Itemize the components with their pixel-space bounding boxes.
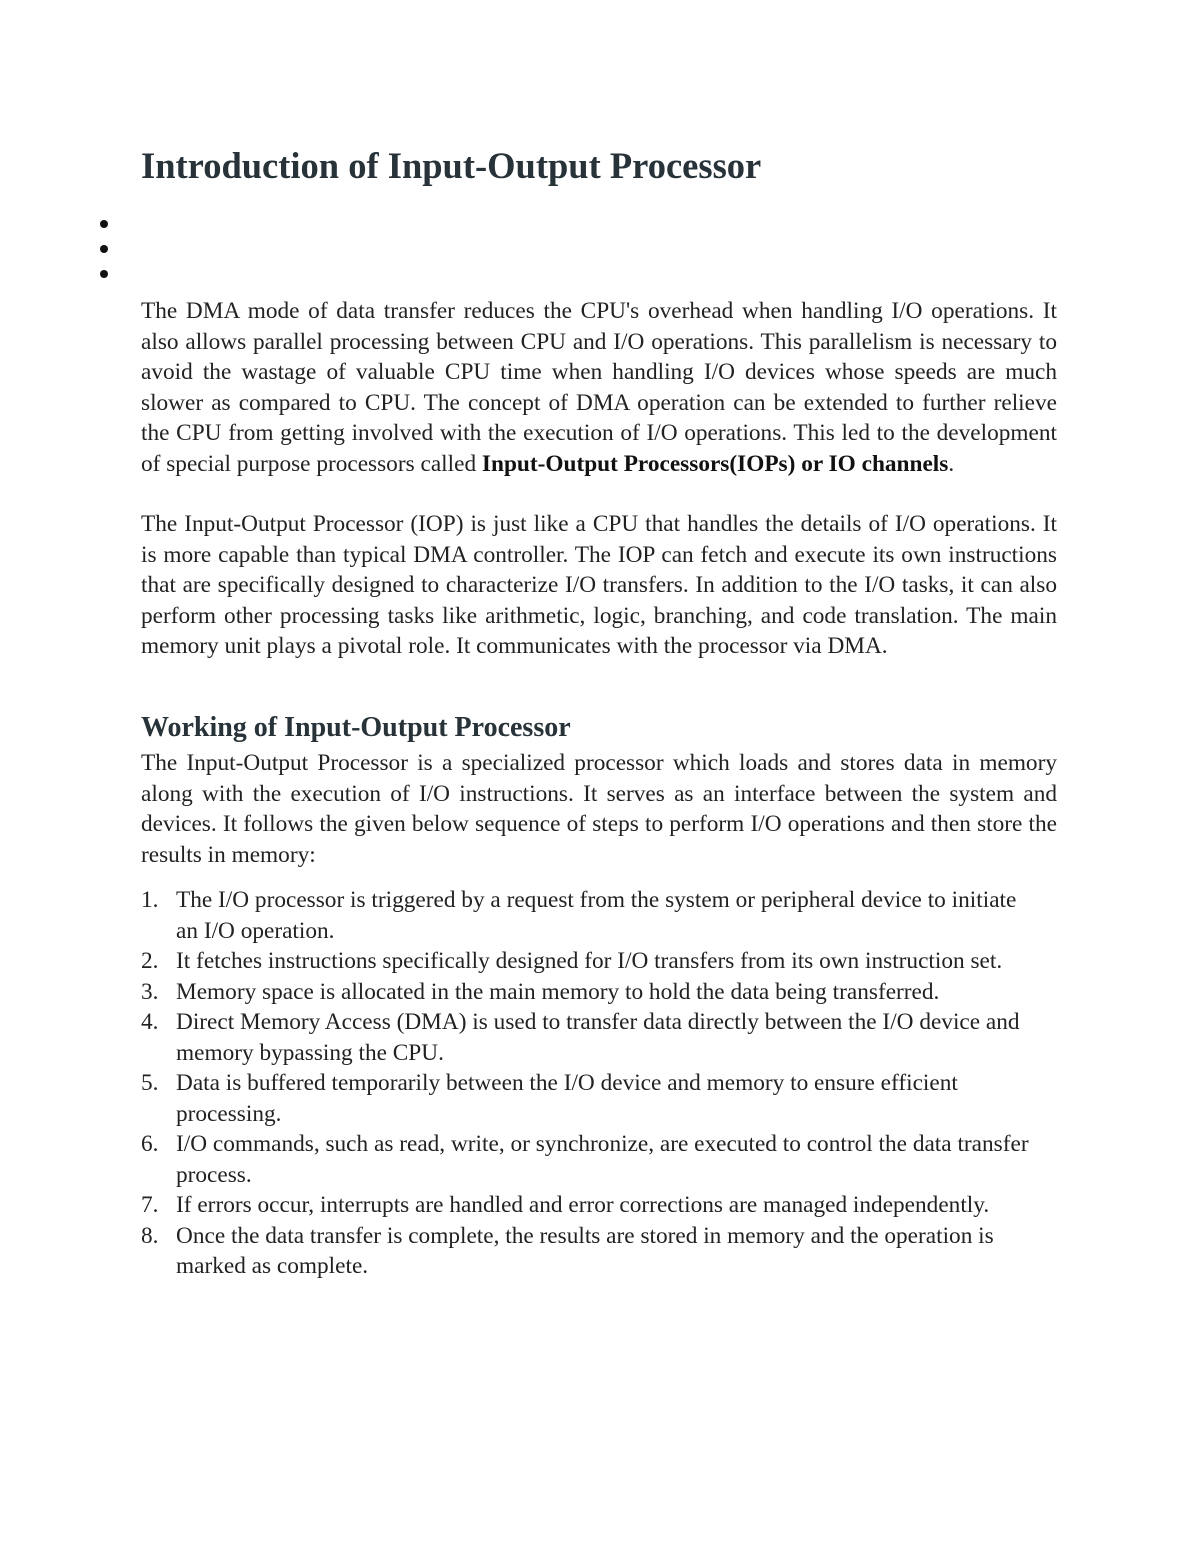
intro-paragraph-end: . [948, 450, 955, 477]
step-text: I/O commands, such as read, write, or synchronize, are executed to control the data transfer process. [176, 1131, 1029, 1188]
list-item [141, 1129, 1041, 1190]
step-number: 3. [141, 978, 159, 1005]
bullet-dot-icon [100, 220, 108, 228]
step-number: 6. [141, 1131, 159, 1157]
step-text: Once the data transfer is complete, the results are stored in memory and the operation is marked as complete. [176, 1222, 994, 1279]
intro-paragraph-text: The DMA mode of data transfer reduces the CPU's overhead when handling I/O operations. It also allows parallel processing between CPU and I/O operations. This parallelism is necessary to avoid the wastage of valuable CPU time when handling I/O devices whose speeds are much slower as compared to CPU. The concept of DMA operation can be extended to further relieve the CPU from getting involved with the execution of I/O operations. This led to the development of special purpose processors called [141, 298, 1057, 477]
steps-list [141, 885, 1041, 1282]
iop-description-paragraph: The Input-Output Processor (IOP) is just like a CPU that handles the details of I/O operations. It is more capable than typical DMA controller. The IOP can fetch and execute its own instructions that are specifically designed to characterize I/O transfers. In addition to the I/O tasks, it can also perform other processing tasks like arithmetic, logic, branching, and code translation. The main memory unit plays a pivotal role. It communicates with the processor via DMA. [141, 511, 1057, 659]
list-item [141, 1190, 1041, 1221]
step-text: Data is buffered temporarily between the I/O device and memory to ensure efficient processing. [176, 1070, 958, 1127]
step-number: 5. [141, 1070, 159, 1096]
step-text: Memory space is allocated in the main memory to hold the data being transferred. [176, 978, 940, 1005]
section-heading: Working of Input-Output Processor [141, 712, 571, 743]
step-number: 2. [141, 948, 159, 974]
step-text: Direct Memory Access (DMA) is used to transfer data directly between the I/O device and memory bypassing the CPU. [176, 1009, 1020, 1066]
page-title: Introduction of Input-Output Processor [141, 145, 762, 186]
step-number: 7. [141, 1192, 159, 1218]
step-number: 4. [141, 1009, 159, 1035]
step-number: 8. [141, 1222, 159, 1249]
bullet-dot-icon [100, 270, 108, 278]
list-item [141, 885, 1041, 946]
list-item [141, 1221, 1041, 1282]
intro-paragraph-bold-term: Input-Output Processors(IOPs) or IO channels [481, 450, 949, 477]
bullet-dot-icon [100, 245, 108, 253]
list-item [141, 977, 1041, 1008]
step-text: It fetches instructions specifically designed for I/O transfers from its own instruction set. [176, 948, 1003, 974]
intro-paragraph [141, 296, 1057, 479]
list-item [141, 946, 1041, 977]
step-number: 1. [141, 887, 159, 913]
step-text: The I/O processor is triggered by a request from the system or peripheral device to initiate an I/O operation. [176, 887, 1017, 944]
list-item [141, 1007, 1041, 1068]
step-text: If errors occur, interrupts are handled and error corrections are managed independently. [176, 1192, 990, 1218]
list-item [141, 1068, 1041, 1129]
working-paragraph: The Input-Output Processor is a specialized processor which loads and stores data in memory along with the execution of I/O instructions. It serves as an interface between the system and devices. It follows the given below sequence of steps to perform I/O operations and then store the results in memory: [141, 750, 1057, 868]
